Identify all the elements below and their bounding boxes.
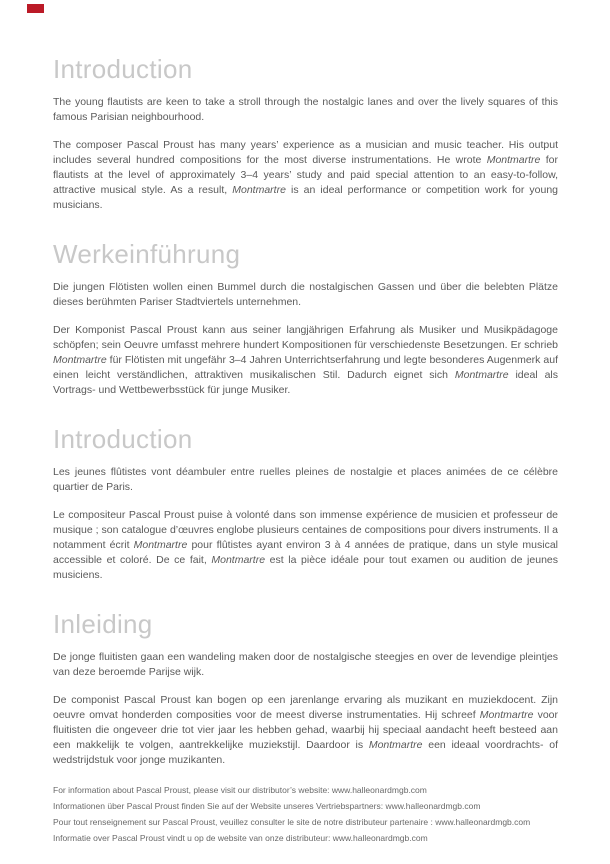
paragraph: The composer Pascal Proust has many years’ experience as a musician and music teacher. His output includes several hundred compositions for the most diverse instrumentations. He wrote Montmartre for flautists at the level of approximately 3–4 years’ study and paid special attention to an easy-to-follow, attractive musical style. As a result, Montmartre is an ideal performance or competition work for young musicians. [53,139,559,211]
page-content [53,54,558,846]
section-introduction-french [53,424,558,583]
paragraph: Die jungen Flötisten wollen einen Bummel durch die nostalgischen Gassen und über die belebten Plätze dieses berühmten Pariser Stadtviertels unternehmen. [53,281,558,308]
section-werkeinfuehrung-german [53,239,558,398]
footer-line-dutch: Informatie over Pascal Proust vindt u op de website van onze distributeur: www.halleonardmgb.com [53,833,428,843]
section-heading-english: Introduction [53,54,193,84]
section-introduction-english [53,54,558,213]
section-heading-german: Werkeinführung [53,239,241,269]
footer-line-english: For information about Pascal Proust, please visit our distributor’s website: www.halleonardmgb.com [53,785,427,795]
paragraph: De jonge fluitisten gaan een wandeling maken door de nostalgische steegjes en over de levendige pleintjes van deze beroemde Parijse wijk. [53,651,558,678]
footer-line-german: Informationen über Pascal Proust finden Sie auf der Website unseres Vertriebspartners: www.halleonardmgb.com [53,801,481,811]
footer-line-french: Pour tout renseignement sur Pascal Proust, veuillez consulter le site de notre distributeur partenaire : www.halleonardmgb.com [53,817,531,827]
distributor-footer [53,782,558,846]
paragraph: Le compositeur Pascal Proust puise à volonté dans son immense expérience de musicien et professeur de musique ; son catalogue d’œuvres englobe plusieurs centaines de compositions pour divers instruments. Il a notamment écrit Montmartre pour flûtistes ayant environ 3 à 4 années de pratique, dans un style musical accessible et coloré. De ce fait, Montmartre est la pièce idéale pour tout examen ou audition de jeunes musiciens. [53,509,558,581]
paragraph: Les jeunes flûtistes vont déambuler entre ruelles pleines de nostalgie et places animées de ce célèbre quartier de Paris. [53,466,558,493]
section-inleiding-dutch [53,609,558,768]
section-heading-dutch: Inleiding [53,609,153,639]
paragraph: De componist Pascal Proust kan bogen op een jarenlange ervaring als muzikant en muziekdocent. Zijn oeuvre omvat honderden composities voor de meest diverse instrumentaties. Hij schreef Montmartre voor fluitisten die ongeveer drie tot vier jaar les hebben gehad, waarbij hij speciaal aandacht heeft besteed aan een makkelijk te volgen, aantrekkelijke muziekstijl. Daardoor is Montmartre een ideaal voordrachts- of wedstrijdstuk voor jonge muzikanten. [53,694,559,766]
red-corner-marker [27,4,44,13]
paragraph: The young flautists are keen to take a stroll through the nostalgic lanes and over the lively squares of this famous Parisian neighbourhood. [53,96,558,123]
paragraph: Der Komponist Pascal Proust kann aus seiner langjährigen Erfahrung als Musiker und Musikpädagoge schöpfen; sein Oeuvre umfasst mehrere hundert Kompositionen für verschiedenste Besetzungen. Er schrieb Montmartre für Flötisten mit ungefähr 3–4 Jahren Unterrichtserfahrung und legte besonderes Augenmerk auf einen leicht verständlichen, attraktiven musikalischen Stil. Dadurch eignet sich Montmartre ideal als Vortrags- und Wettbewerbsstück für junge Musiker. [53,324,558,396]
section-heading-french: Introduction [53,424,193,454]
